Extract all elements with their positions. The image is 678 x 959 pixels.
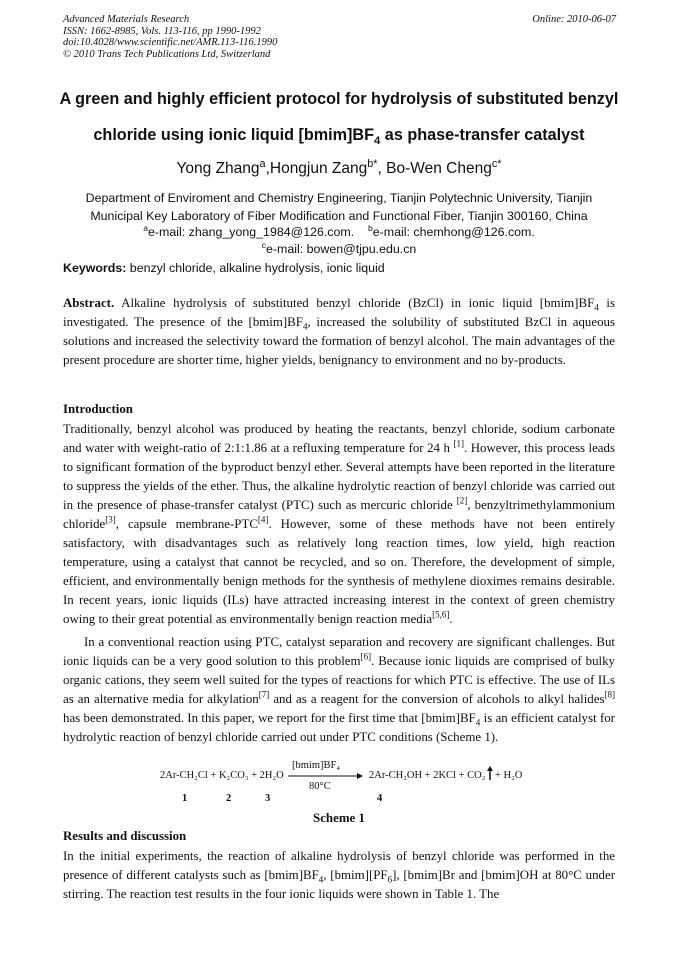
author-emails: $^a$e-mail: zhang_yong_1984@126.com. $^b$e-mail: chemhong@126.com. [143, 222, 535, 239]
compound-number: 2 [226, 793, 232, 804]
citation: [5,6] [432, 610, 450, 621]
paper-title-line-1: A green and highly efficient protocol for hydrolysis of substituted benzyl [59, 90, 619, 108]
citation: [4] [257, 514, 269, 525]
paper-title-line-2: chloride using ionic liquid $[bmim]BF_4$ as phase-transfer catalyst [93, 126, 585, 148]
issn-line: ISSN: 1662-8985, Vols. 113-116, pp 1990-1992 [63, 25, 261, 37]
affiliation-line-1: Department of Enviroment and Chemistry Engineering, Tianjin Polytechnic University, Tianjin [85, 191, 593, 205]
scheme-temperature: 80°C [309, 781, 331, 792]
email-c: e-mail: bowen@tjpu.edu.cn [265, 242, 417, 256]
author-name: Yong Zhang [176, 160, 260, 177]
introduction-paragraph-2: In a conventional reaction using PTC, catalyst separation and recovery are significant challenges. But ionic liquids can be a very good solution to this problem[6]. Because ionic liquids are comprised of bulky organic cations, they seem well suited for the types of reactions for which PTC is effective. The use of ILs as an alternative media for alkylation[7] and as a reagent for the conversion of alcohols to alkyl halides[8] has been demonstrated. In this paper, we report for the first time that $[bmim]BF_4$ is an efficient catalyst for hydrolytic reaction of benzyl chloride carried out under PTC conditions (Scheme 1). [63, 635, 615, 745]
copyright-line: © 2010 Trans Tech Publications Ltd, Switzerland [63, 48, 271, 60]
keywords [63, 261, 385, 275]
affiliation-line-2: Municipal Key Laboratory of Fiber Modification and Functional Fiber, Tianjin 300160, China [90, 209, 588, 223]
compound-number: 4 [377, 793, 383, 804]
citation: [2] [456, 495, 468, 506]
email-a: e-mail: zhang_yong_1984@126.com. [148, 225, 355, 239]
scheme-reactants: 2Ar-CH₂Cl + K₂CO₃ + 2H₂O [160, 770, 284, 781]
introduction-paragraph-1: Traditionally, benzyl alcohol was produced by heating the reactants, benzyl chloride, sodium carbonate and water with weight-ratio of 2:1:1.86 at a refluxing temperature for 24 h [1]. However, this process leads to significant formation of the byproduct benzyl ether. Several attempts have been reported in the literature to suppress the yields of the ether. Thus, the alkaline hydrolytic reaction of benzyl chloride was carried out in the presence of phase-transfer catalyst (PTC) such as mercuric chloride [2], benzyltrimethylammonium chloride[3], capsule membrane-PTC[4]. However, some of these methods have not been entirely satisfactory, with disadvantages such as relatively long reaction times, low yield, high reaction temperature, using a catalyst that cannot be recycled, and so on. Therefore, the development of simple, efficient, and environmentally benign methods for the synthesis of methylene dioximes remains desirable. In recent years, ionic liquids (ILs) have attracted increasing interest in the context of green chemistry owing to their great potential as environmentally benign reaction media[5,6]. [63, 422, 615, 627]
compound-number: 1 [182, 793, 188, 804]
author-email-c: $^c$e-mail: bowen@tjpu.edu.cn [261, 239, 417, 256]
abstract-label: Abstract. [63, 296, 115, 310]
online-date: Online: 2010-06-07 [532, 14, 616, 25]
reaction-scheme [63, 760, 615, 810]
reaction-arrow [287, 772, 363, 780]
abstract: Abstract. Alkaline hydrolysis of substituted benzyl chloride (BzCl) in ionic liquid $[bmim]BF_4$ is investigated. The presence of the $[bmim]BF_4$, increased the solubility of substituted BzCl in aqueous solutions and increased the selectivity toward the formation of benzyl alcohol. The main advantages of the present procedure are shorter time, higher yields, benignancy to environment and no by-products. [63, 296, 616, 368]
author-name: Hongjun Zang [269, 160, 368, 177]
results-paragraph-1: In the initial experiments, the reaction of alkaline hydrolysis of benzyl chloride was performed in the presence of different catalysts such as $[bmim]BF_4$, $[bmim][PF_6]$, [bmim]Br and [bmim]OH at 80°C under stirring. The reaction test results in the four ionic liquids were shown in Table 1. The [63, 849, 615, 902]
scheme-catalyst: [bmim]BF₄ [292, 760, 340, 771]
citation: [1] [453, 438, 464, 449]
author-name: Bo-Wen Cheng [386, 160, 492, 177]
scheme-products: 2Ar-CH₂OH + 2KCl + CO₂ [369, 770, 486, 781]
section-heading-introduction: Introduction [63, 402, 133, 416]
email-b: e-mail: chemhong@126.com. [372, 225, 535, 239]
citation: [8] [604, 689, 615, 700]
gas-evolution-arrow [487, 766, 493, 780]
scheme-caption: Scheme 1 [313, 811, 365, 825]
journal-header [63, 14, 277, 60]
keywords-text: benzyl chloride, alkaline hydrolysis, ionic liquid [126, 261, 385, 275]
citation: [7] [258, 689, 270, 700]
compound-number: 3 [265, 793, 271, 804]
doi-line: doi:10.4028/www.scientific.net/AMR.113-116.1990 [63, 37, 278, 48]
keywords-label: Keywords: [63, 261, 127, 275]
citation: [3] [105, 514, 116, 525]
journal-name: Advanced Materials Research [63, 14, 190, 25]
citation: [6] [360, 651, 372, 662]
scheme-water: + H₂O [495, 770, 523, 781]
section-heading-results: Results and discussion [63, 829, 187, 843]
author-list: Yong Zhang$^a$,Hongjun Zang$^{b*}$, Bo-Wen Cheng$^{c*}$ [176, 157, 502, 177]
